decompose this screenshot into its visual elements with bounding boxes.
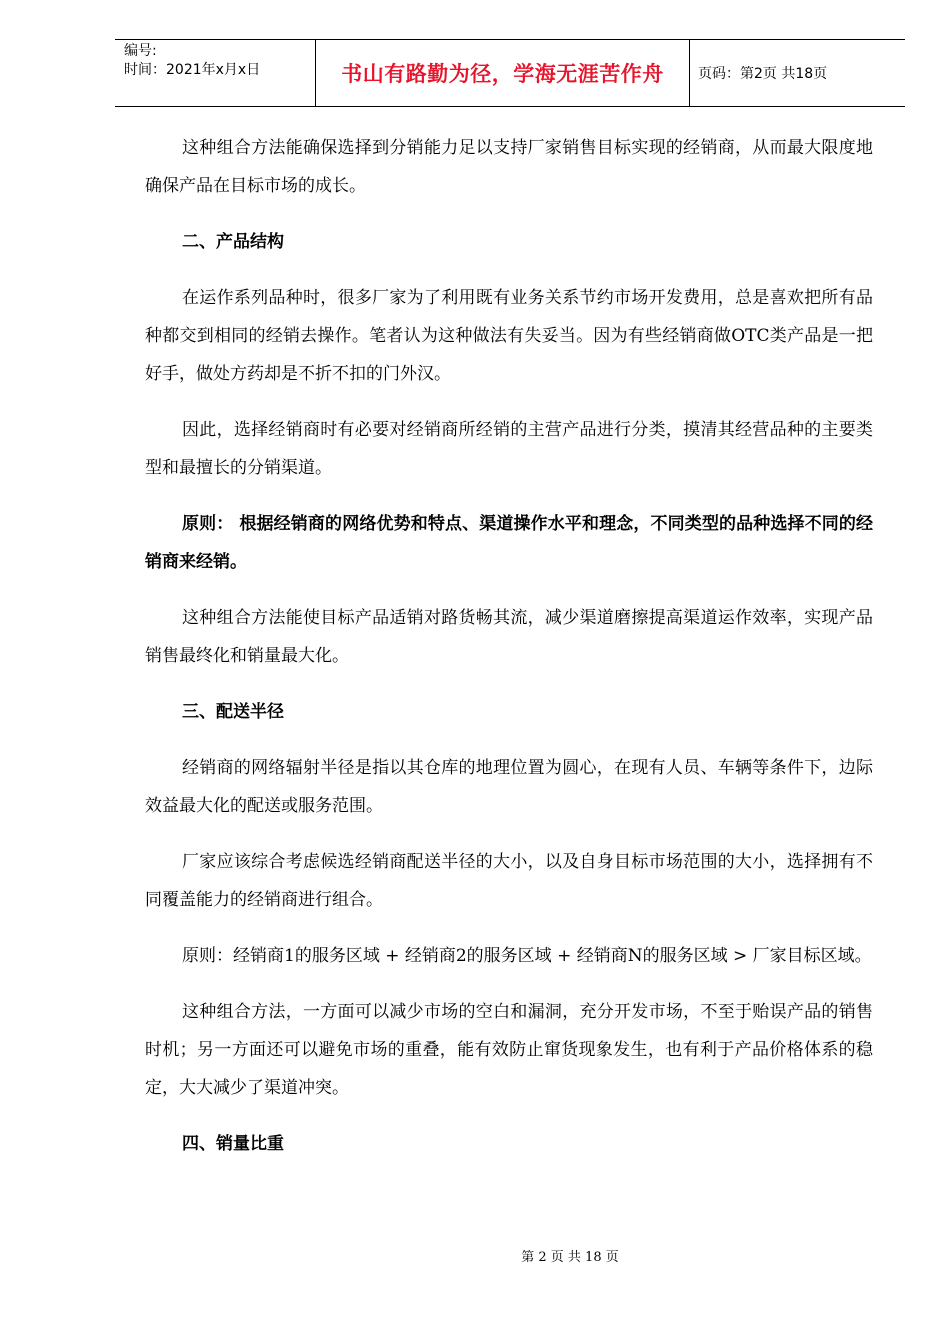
section-heading: 四、销量比重	[182, 1134, 284, 1154]
document-number-label: 编号:	[124, 43, 157, 59]
header-page-info: 页码：第2页 共18页	[698, 66, 828, 82]
paragraph: 因此，选择经销商时有必要对经销商所经销的主营产品进行分类，摸清其经营品种的主要类型和最擅长的分销渠道。	[145, 420, 873, 478]
paragraph: 这种组合方法能确保选择到分销能力足以支持厂家销售目标实现的经销商，从而最大限度地确保产品在目标市场的成长。	[145, 138, 873, 196]
document-time-label: 时间：2021年x月x日	[124, 62, 261, 78]
paragraph: 这种组合方法能使目标产品适销对路货畅其流，减少渠道磨擦提高渠道运作效率，实现产品销售最终化和销量最大化。	[145, 608, 873, 666]
document-body	[145, 129, 873, 1181]
header-meta-cell	[115, 40, 316, 106]
principle-paragraph: 原则： 根据经销商的网络优势和特点、渠道操作水平和理念，不同类型的品种选择不同的经销商来经销。	[145, 514, 873, 572]
paragraph: 经销商的网络辐射半径是指以其仓库的地理位置为圆心，在现有人员、车辆等条件下，边际效益最大化的配送或服务范围。	[145, 758, 873, 816]
page-footer: 第 2 页 共 18 页	[521, 1250, 619, 1265]
section-heading: 三、配送半径	[182, 702, 284, 722]
section-heading: 二、产品结构	[182, 232, 284, 252]
paragraph: 在运作系列品种时，很多厂家为了利用既有业务关系节约市场开发费用，总是喜欢把所有品种都交到相同的经销去操作。笔者认为这种做法有失妥当。因为有些经销商做OTC类产品是一把好手，做处方药却是不折不扣的门外汉。	[145, 288, 873, 384]
principle-paragraph: 原则：经销商1的服务区域 + 经销商2的服务区域 + 经销商N的服务区域 > 厂家目标区域。	[182, 946, 872, 966]
page-header	[115, 39, 905, 107]
paragraph: 这种组合方法，一方面可以减少市场的空白和漏洞，充分开发市场，不至于贻误产品的销售时机；另一方面还可以避免市场的重叠，能有效防止窜货现象发生，也有利于产品价格体系的稳定，大大减少了渠道冲突。	[145, 1002, 873, 1098]
header-motto: 书山有路勤为径，学海无涯苦作舟	[316, 40, 690, 106]
paragraph: 厂家应该综合考虑候选经销商配送半径的大小，以及自身目标市场范围的大小，选择拥有不同覆盖能力的经销商进行组合。	[145, 852, 873, 910]
